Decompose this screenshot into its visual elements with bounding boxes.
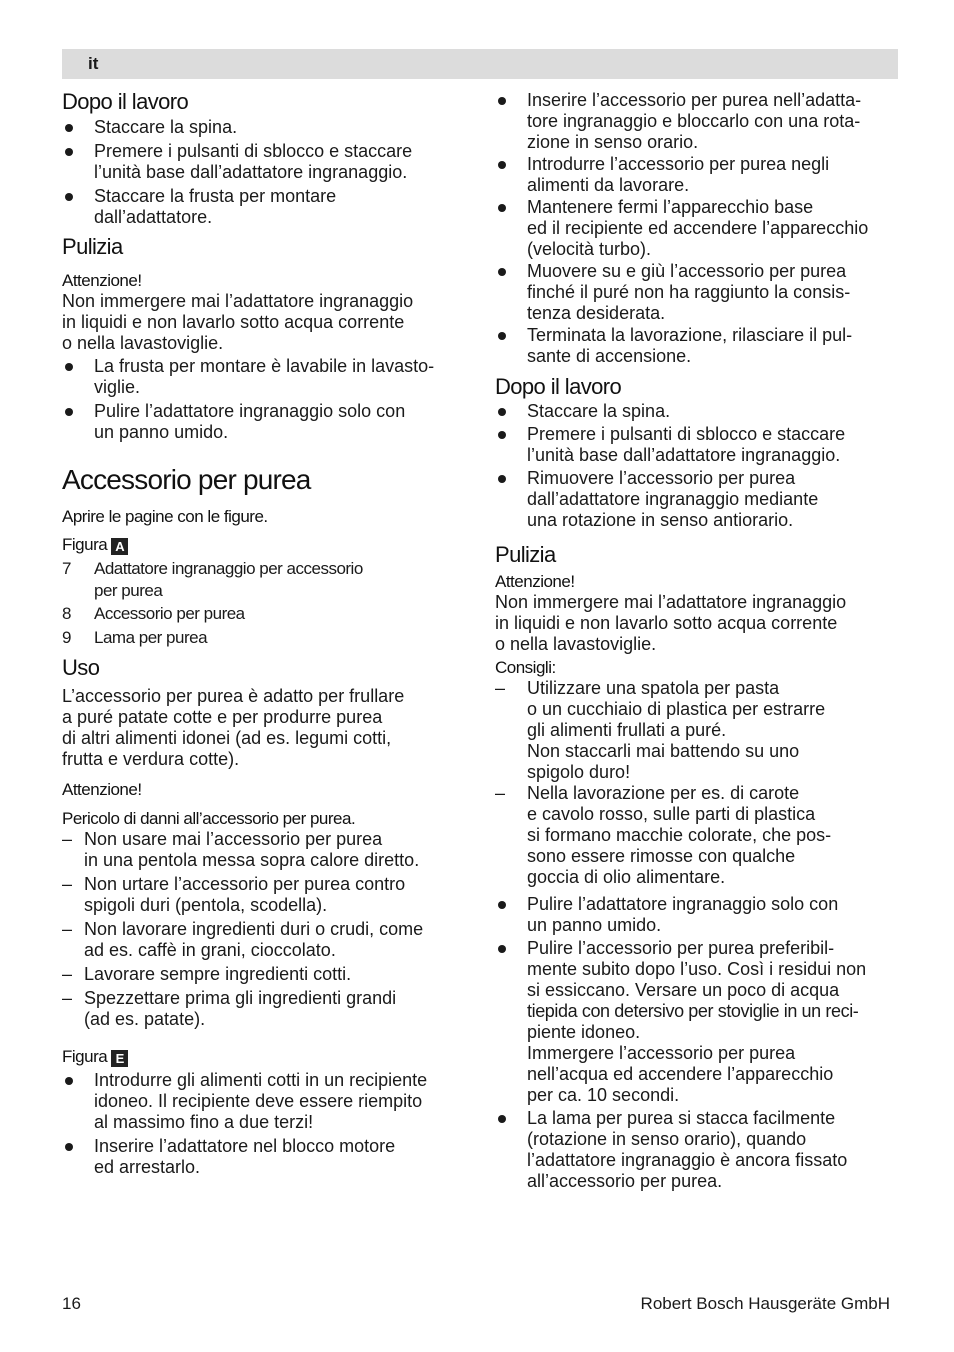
tips-label: Consigli:: [495, 658, 556, 677]
warning-item: – Non usare mai l’accessorio per purea in una pentola messa sopra calore diretto.: [62, 829, 467, 871]
part-item: 9 Lama per purea: [62, 628, 208, 647]
attention-label: Attenzione!: [495, 572, 575, 591]
list-item: Premere i pulsanti di sblocco e staccare l’unità base dall’adattatore ingranaggio.: [62, 141, 467, 183]
language-code: it: [88, 54, 99, 73]
list-item: Muovere su e giù l’accessorio per purea finché il puré non ha raggiunto la consis- tenza desiderata.: [495, 261, 900, 324]
dopo-il-lavoro-list: [62, 117, 467, 228]
language-bar: [62, 49, 898, 79]
list-item: La frusta per montare è lavabile in lavasto- viglie.: [62, 356, 467, 398]
list-item: Staccare la spina.: [495, 401, 900, 422]
section-title-dopo-il-lavoro: Dopo il lavoro: [495, 374, 622, 399]
figure-reference-e: Figura E: [62, 1046, 467, 1067]
list-item: Staccare la spina.: [62, 117, 467, 138]
section-title-accessorio: Accessorio per purea: [62, 464, 311, 495]
figure-reference-a: Figura A: [62, 534, 467, 555]
list-item: Inserire l’accessorio per purea nell’adatta- tore ingranaggio e bloccarlo con una rota- zione in senso orario.: [495, 90, 900, 153]
warning-item: – Lavorare sempre ingredienti cotti.: [62, 964, 467, 985]
section-title-pulizia: Pulizia: [62, 234, 123, 259]
list-item: Terminata la lavorazione, rilasciare il pul- sante di accensione.: [495, 325, 900, 367]
left-column: [62, 88, 467, 1178]
list-item: Staccare la frusta per montare dall’adattatore.: [62, 186, 467, 228]
section-title-uso: Uso: [62, 655, 100, 680]
part-item: 7 Adattatore ingranaggio per accessorio per purea: [62, 559, 363, 600]
open-pages-note: Aprire le pagine con le figure.: [62, 507, 268, 526]
part-item: 8 Accessorio per purea: [62, 604, 245, 623]
list-item: Rimuovere l’accessorio per purea dall’adattatore ingranaggio mediante una rotazione in senso antiorario.: [495, 468, 900, 531]
list-item: Pulire l’adattatore ingranaggio solo con un panno umido.: [62, 401, 467, 443]
list-item: Introdurre gli alimenti cotti in un recipiente idoneo. Il recipiente deve essere riempito al massimo fino a due terzi!: [62, 1070, 467, 1133]
list-item: Inserire l’adattatore nel blocco motore ed arrestarlo.: [62, 1136, 467, 1178]
attention-label: Attenzione!: [62, 780, 142, 799]
danger-label: Pericolo di danni all’accessorio per purea.: [62, 809, 356, 828]
uso-description: L’accessorio per purea è adatto per frullare a puré patate cotte e per produrre purea di altri alimenti idonei (ad es. legumi cotti, frutta e verdura cotte).: [62, 686, 405, 769]
list-item: La lama per purea si stacca facilmente (rotazione in senso orario), quando l’adattatore ingranaggio è ancora fissato all’accessorio per purea.: [495, 1108, 900, 1192]
warning-item: – Spezzettare prima gli ingredienti grandi (ad es. patate).: [62, 988, 467, 1030]
list-item: Pulire l’adattatore ingranaggio solo con un panno umido.: [495, 894, 900, 936]
company-name: Robert Bosch Hausgeräte GmbH: [640, 1294, 890, 1313]
tip-item: – Utilizzare una spatola per pasta o un cucchiaio di plastica per estrarre gli alimenti frullati a puré. Non staccarli mai battendo su uno spigolo duro!: [495, 678, 900, 783]
section-title-pulizia: Pulizia: [495, 542, 556, 567]
figure-e-badge: E: [111, 1050, 128, 1067]
list-item: Introdurre l’accessorio per purea negli alimenti da lavorare.: [495, 154, 900, 196]
list-item: Premere i pulsanti di sblocco e staccare l’unità base dall’adattatore ingranaggio.: [495, 424, 900, 466]
figure-a-badge: A: [111, 538, 128, 555]
attention-label: Attenzione!: [62, 271, 142, 290]
list-item: Pulire l’accessorio per purea preferibil- mente subito dopo l’uso. Così i residui non si essiccano. Versare un poco di acqua tiepida con detersivo per stoviglie in un reci- piente idoneo. Immergere l’accessorio per purea nell’acqua ed accendere l’apparecchio per ca. 10 secondi.: [495, 938, 900, 1106]
list-item: Mantenere fermi l’apparecchio base ed il recipiente ed accendere l’apparecchio (velocità turbo).: [495, 197, 900, 260]
section-title-dopo-il-lavoro: Dopo il lavoro: [62, 89, 189, 114]
page-number: 16: [62, 1294, 81, 1313]
warning-text: Non immergere mai l’adattatore ingranaggio in liquidi e non lavarlo sotto acqua corrente o nella lavastoviglie.: [62, 291, 414, 353]
warning-item: – Non urtare l’accessorio per purea contro spigoli duri (pentola, scodella).: [62, 874, 467, 916]
warning-text: Non immergere mai l’adattatore ingranaggio in liquidi e non lavarlo sotto acqua corrente o nella lavastoviglie.: [495, 592, 847, 654]
warning-item: – Non lavorare ingredienti duri o crudi, come ad es. caffè in grani, cioccolato.: [62, 919, 467, 961]
right-column: [495, 90, 900, 1192]
tip-item: – Nella lavorazione per es. di carote e cavolo rosso, sulle parti di plastica si formano macchie colorate, che pos- sono essere rimosse con qualche goccia di olio alimentare.: [495, 783, 900, 888]
